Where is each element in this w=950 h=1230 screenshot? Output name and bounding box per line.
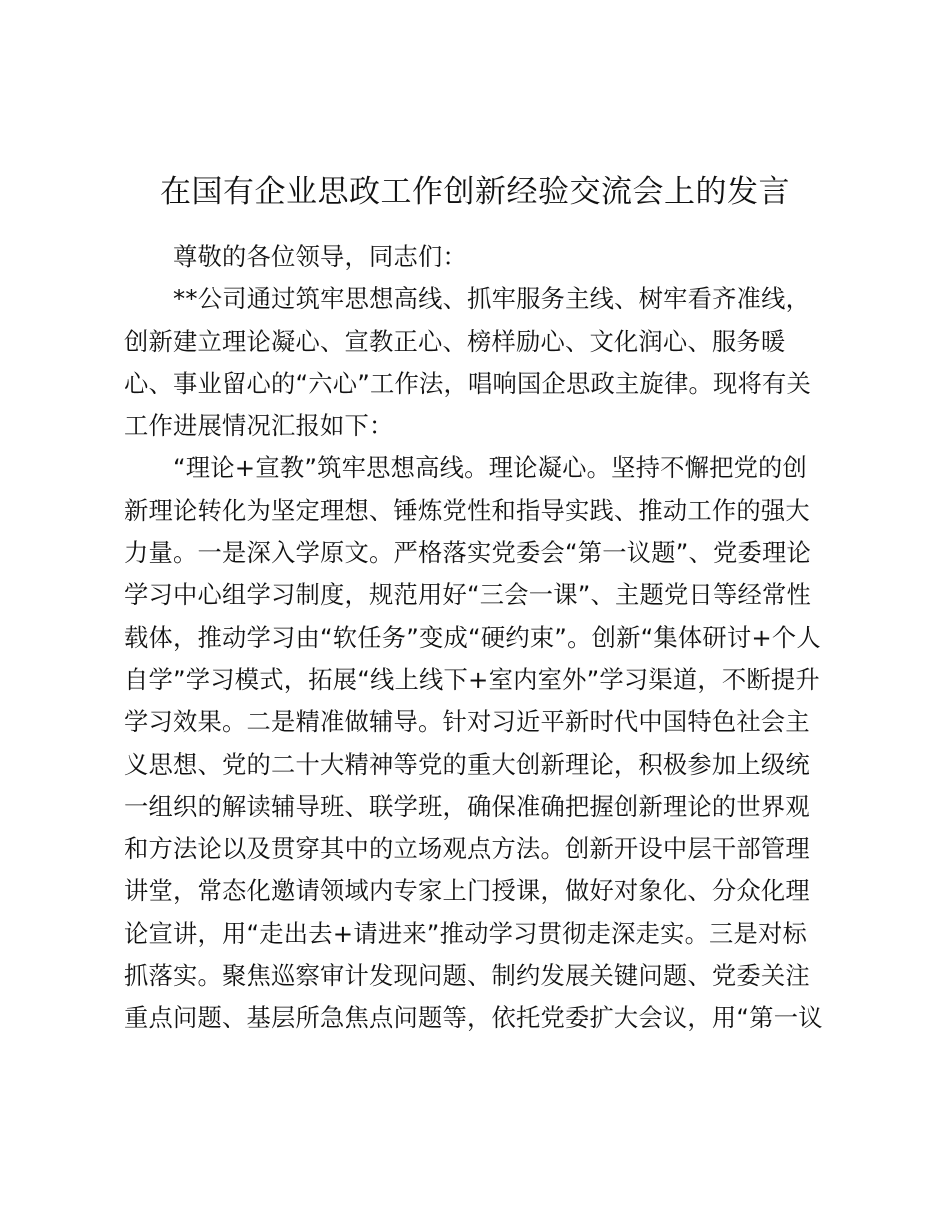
paragraph-line: 新理论转化为坚定理想、锤炼党性和指导实践、推动工作的强大 [124, 495, 810, 525]
paragraph-line: 力量。一是深入学原文。严格落实党委会“第一议题”、党委理论 [124, 538, 811, 568]
paragraph-line: 讲堂，常态化邀请领域内专家上门授课，做好对象化、分众化理 [124, 876, 810, 906]
paragraph-line: **公司通过筑牢思想高线、抓牢服务主线、树牢看齐准线， [173, 284, 811, 314]
paragraph-line: 重点问题、基层所急焦点问题等，依托党委扩大会议，用“第一议 [124, 1003, 823, 1033]
paragraph-line: 论宣讲，用“走出去+请进来”推动学习贯彻走深走实。三是对标 [124, 918, 808, 948]
document-title: 在国有企业思政工作创新经验交流会上的发言 [160, 174, 790, 210]
paragraph-line: 学习中心组学习制度，规范用好“三会一课”、主题党日等经常性 [124, 580, 811, 610]
document-body [124, 236, 830, 1040]
paragraph-line: 一组织的解读辅导班、联学班，确保准确把握创新理论的世界观 [124, 791, 810, 821]
paragraph-line: “理论+宣教”筑牢思想高线。理论凝心。坚持不懈把党的创 [173, 453, 808, 483]
paragraph-line: 义思想、党的二十大精神等党的重大创新理论，积极参加上级统 [124, 749, 810, 779]
paragraph-line: 自学”学习模式，拓展“线上线下+室内室外”学习渠道，不断提升 [124, 664, 820, 694]
paragraph-line: 创新建立理论凝心、宣教正心、榜样励心、文化润心、服务暖 [124, 326, 786, 356]
salutation-line: 尊敬的各位领导，同志们： [173, 242, 467, 271]
paragraph-line: 抓落实。聚焦巡察审计发现问题、制约发展关键问题、党委关注 [124, 961, 810, 991]
paragraph-line: 心、事业留心的“六心”工作法，唱响国企思政主旋律。现将有关 [124, 368, 811, 398]
paragraph-line: 学习效果。二是精准做辅导。针对习近平新时代中国特色社会主 [124, 707, 810, 737]
paragraph-line: 工作进展情况汇报如下： [124, 411, 394, 441]
paragraph-line: 和方法论以及贯穿其中的立场观点方法。创新开设中层干部管理 [124, 834, 810, 864]
paragraph-line: 载体，推动学习由“软任务”变成“硬约束”。创新“集体研讨+个人 [124, 622, 821, 652]
